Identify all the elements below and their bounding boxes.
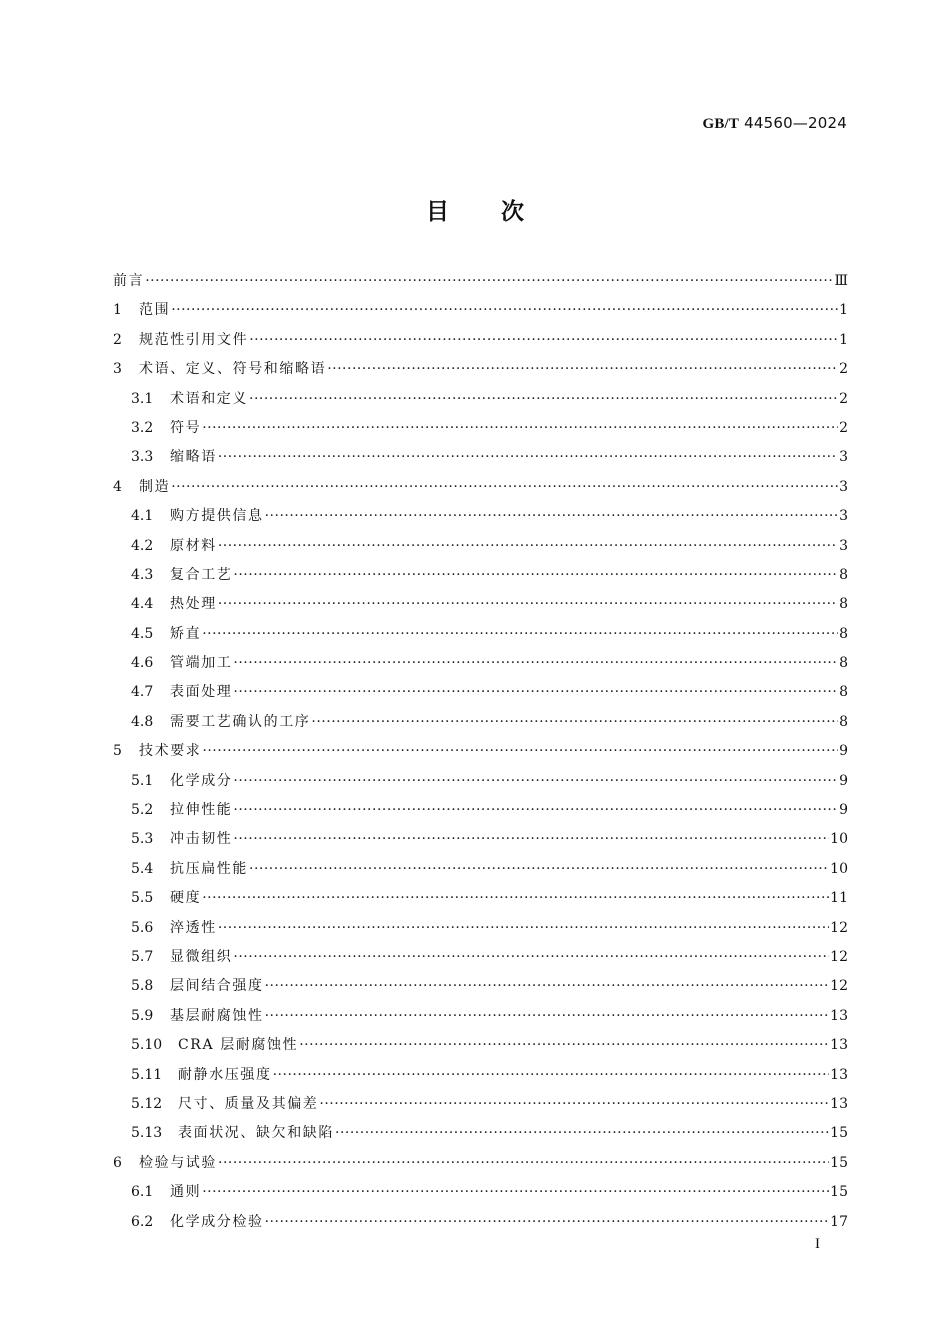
- toc-entry-label: 前言: [113, 273, 145, 289]
- toc-entry-label: 硬度: [170, 890, 202, 907]
- toc-entry-number: 4.2: [131, 537, 154, 554]
- toc-dot-leader: [265, 502, 838, 531]
- toc-entry-number: 5.1: [131, 772, 154, 789]
- toc-entry-label: 化学成分检验: [170, 1213, 264, 1230]
- toc-entry[interactable]: [113, 355, 848, 384]
- toc-entry-page: 11: [830, 890, 848, 907]
- toc-entry-number: 5.7: [131, 948, 154, 965]
- toc-entry-label: 范围: [139, 302, 171, 319]
- toc-entry[interactable]: [113, 914, 848, 943]
- toc-entry-label: 热处理: [170, 596, 217, 613]
- toc-entry-page: 13: [830, 1037, 848, 1054]
- toc-entry-page: 13: [830, 1007, 848, 1024]
- toc-entry-label: 表面处理: [170, 684, 233, 701]
- toc-dot-leader: [218, 1149, 829, 1178]
- toc-entry-label: 化学成分: [170, 772, 233, 789]
- toc-dot-leader: [273, 1061, 830, 1090]
- toc-entry-label: 缩略语: [170, 449, 217, 466]
- toc-entry[interactable]: [113, 708, 848, 737]
- toc-entry-page: 10: [830, 831, 848, 848]
- toc-entry-page: 8: [839, 566, 848, 583]
- toc-entry-number: 5.12: [131, 1095, 163, 1112]
- toc-entry-number: 4.3: [131, 566, 154, 583]
- toc-entry-label: 显微组织: [170, 948, 233, 965]
- toc-entry-page: 2: [839, 419, 848, 436]
- toc-dot-leader: [233, 678, 838, 707]
- toc-dot-leader: [249, 855, 829, 884]
- toc-dot-leader: [202, 620, 838, 649]
- toc-entry[interactable]: [113, 796, 848, 825]
- toc-dot-leader: [202, 737, 838, 766]
- toc-entry-label: 淬透性: [170, 919, 217, 936]
- toc-entry-page: 10: [830, 860, 848, 877]
- toc-dot-leader: [202, 1178, 829, 1207]
- toc-entry-page: 8: [839, 596, 848, 613]
- toc-entry-label: 术语和定义: [170, 390, 248, 407]
- toc-entry-label: 尺寸、质量及其偏差: [178, 1095, 319, 1112]
- standard-prefix: GB/T: [702, 116, 740, 132]
- toc-entry-page: 12: [830, 948, 848, 965]
- toc-entry[interactable]: [113, 385, 848, 414]
- toc-entry-number: 5.5: [131, 890, 154, 907]
- toc-entry-number: 5.9: [131, 1007, 154, 1024]
- toc-entry-number: 6: [113, 1154, 122, 1171]
- toc-entry-page: 9: [839, 802, 848, 819]
- toc-entry[interactable]: [113, 649, 848, 678]
- toc-dot-leader: [249, 385, 838, 414]
- toc-entry-label: 需要工艺确认的工序: [170, 713, 311, 730]
- toc-entry-number: 1: [113, 302, 122, 319]
- table-of-contents: [113, 267, 848, 1237]
- toc-entry-label: 符号: [170, 419, 202, 436]
- toc-entry[interactable]: [113, 590, 848, 619]
- toc-entry-number: 4.7: [131, 684, 154, 701]
- toc-entry-label: 表面状况、缺欠和缺陷: [178, 1125, 334, 1142]
- toc-entry-number: 5.4: [131, 860, 154, 877]
- toc-entry[interactable]: [113, 1031, 848, 1060]
- toc-entry[interactable]: [113, 296, 848, 325]
- toc-entry-page: 2: [839, 361, 848, 378]
- toc-entry-number: 5.8: [131, 978, 154, 995]
- toc-entry[interactable]: [113, 943, 848, 972]
- toc-entry-number: 3.2: [131, 419, 154, 436]
- toc-entry-label: 冲击韧性: [170, 831, 233, 848]
- toc-entry-page: 15: [830, 1184, 848, 1201]
- toc-entry[interactable]: [113, 414, 848, 443]
- toc-dot-leader: [311, 708, 838, 737]
- toc-entry[interactable]: [113, 620, 848, 649]
- toc-entry-label: 规范性引用文件: [139, 331, 249, 348]
- page-number: I: [815, 1236, 820, 1252]
- toc-dot-leader: [171, 473, 838, 502]
- toc-entry[interactable]: [113, 678, 848, 707]
- toc-dot-leader: [319, 1090, 829, 1119]
- toc-entry[interactable]: [113, 326, 848, 355]
- toc-entry-label: 基层耐腐蚀性: [170, 1007, 264, 1024]
- toc-entry[interactable]: [113, 1178, 848, 1207]
- toc-entry-page: 12: [830, 919, 848, 936]
- toc-entry-page: 3: [839, 478, 848, 495]
- toc-entry-label: 抗压扁性能: [170, 860, 248, 877]
- standard-code: [702, 114, 847, 133]
- toc-entry-number: 6.1: [131, 1184, 154, 1201]
- toc-dot-leader: [233, 825, 829, 854]
- page-title: 目次: [426, 199, 576, 225]
- toc-entry[interactable]: [113, 561, 848, 590]
- toc-entry-page: 9: [839, 772, 848, 789]
- toc-entry-label: 检验与试验: [139, 1154, 217, 1171]
- toc-entry[interactable]: [113, 884, 848, 913]
- toc-entry[interactable]: [113, 532, 848, 561]
- toc-entry-number: 5.11: [131, 1066, 163, 1083]
- toc-entry[interactable]: [113, 855, 848, 884]
- toc-entry-number: 5.13: [131, 1125, 163, 1142]
- toc-entry-label: CRA 层耐腐蚀性: [178, 1037, 299, 1054]
- toc-entry-page: 8: [839, 713, 848, 730]
- toc-dot-leader: [265, 1002, 830, 1031]
- toc-entry[interactable]: [113, 1149, 848, 1178]
- toc-dot-leader: [218, 532, 838, 561]
- toc-dot-leader: [218, 590, 838, 619]
- toc-entry[interactable]: [113, 1090, 848, 1119]
- toc-entry[interactable]: [113, 825, 848, 854]
- toc-entry-page: 15: [830, 1154, 848, 1171]
- toc-entry-label: 耐静水压强度: [178, 1066, 272, 1083]
- toc-entry-page: 15: [830, 1125, 848, 1142]
- toc-entry-page: 9: [839, 743, 848, 760]
- toc-dot-leader: [233, 943, 829, 972]
- toc-entry[interactable]: [113, 737, 848, 766]
- toc-dot-leader: [233, 796, 838, 825]
- toc-entry[interactable]: [113, 1119, 848, 1148]
- toc-entry-page: 1: [839, 302, 848, 319]
- toc-dot-leader: [233, 649, 838, 678]
- toc-entry[interactable]: [113, 972, 848, 1001]
- toc-dot-leader: [145, 267, 833, 296]
- toc-entry[interactable]: [113, 767, 848, 796]
- toc-entry-number: 5: [113, 743, 122, 760]
- toc-entry-label: 原材料: [170, 537, 217, 554]
- toc-dot-leader: [233, 561, 838, 590]
- toc-entry-page: 1: [839, 331, 848, 348]
- toc-entry-number: 3: [113, 361, 122, 378]
- toc-entry-number: 4.5: [131, 625, 154, 642]
- toc-dot-leader: [202, 414, 838, 443]
- toc-dot-leader: [249, 326, 838, 355]
- standard-number: 44560—2024: [744, 114, 847, 132]
- toc-dot-leader: [265, 1208, 830, 1237]
- toc-entry-page: 17: [830, 1213, 848, 1230]
- toc-dot-leader: [218, 914, 829, 943]
- toc-dot-leader: [202, 884, 829, 913]
- toc-dot-leader: [233, 767, 838, 796]
- toc-entry-number: 5.10: [131, 1037, 163, 1054]
- toc-entry-number: 5.6: [131, 919, 154, 936]
- toc-entry-label: 购方提供信息: [170, 508, 264, 525]
- toc-dot-leader: [299, 1031, 829, 1060]
- toc-entry-number: 3.1: [131, 390, 154, 407]
- toc-entry-page: 3: [839, 537, 848, 554]
- toc-entry-number: 4: [113, 478, 122, 495]
- toc-entry-number: 4.4: [131, 596, 154, 613]
- toc-dot-leader: [335, 1119, 829, 1148]
- toc-entry-number: 5.2: [131, 802, 154, 819]
- toc-entry-label: 术语、定义、符号和缩略语: [139, 361, 327, 378]
- toc-entry-label: 复合工艺: [170, 566, 233, 583]
- toc-dot-leader: [218, 443, 838, 472]
- toc-entry-label: 拉伸性能: [170, 802, 233, 819]
- toc-entry[interactable]: [113, 473, 848, 502]
- toc-entry-number: 6.2: [131, 1213, 154, 1230]
- toc-entry-label: 层间结合强度: [170, 978, 264, 995]
- toc-entry-page: Ⅲ: [834, 273, 848, 289]
- toc-dot-leader: [171, 296, 838, 325]
- toc-entry[interactable]: [113, 1061, 848, 1090]
- toc-entry[interactable]: [113, 502, 848, 531]
- toc-entry[interactable]: [113, 267, 848, 296]
- toc-entry-label: 通则: [170, 1184, 202, 1201]
- toc-entry-label: 技术要求: [139, 743, 202, 760]
- toc-entry-number: 4.8: [131, 713, 154, 730]
- toc-dot-leader: [265, 972, 830, 1001]
- toc-entry-number: 4.1: [131, 508, 154, 525]
- toc-dot-leader: [327, 355, 838, 384]
- toc-entry-page: 2: [839, 390, 848, 407]
- toc-entry-number: 5.3: [131, 831, 154, 848]
- toc-entry-page: 8: [839, 625, 848, 642]
- toc-entry[interactable]: [113, 443, 848, 472]
- toc-entry[interactable]: [113, 1208, 848, 1237]
- toc-entry-number: 4.6: [131, 655, 154, 672]
- toc-entry-label: 管端加工: [170, 655, 233, 672]
- toc-entry-page: 3: [839, 449, 848, 466]
- toc-entry-page: 12: [830, 978, 848, 995]
- toc-entry-label: 矫直: [170, 625, 202, 642]
- toc-entry-number: 2: [113, 331, 122, 348]
- toc-entry-page: 3: [839, 508, 848, 525]
- toc-entry-page: 8: [839, 655, 848, 672]
- toc-entry-page: 13: [830, 1066, 848, 1083]
- toc-entry[interactable]: [113, 1002, 848, 1031]
- toc-entry-number: 3.3: [131, 449, 154, 466]
- toc-entry-page: 8: [839, 684, 848, 701]
- toc-entry-page: 13: [830, 1095, 848, 1112]
- toc-entry-label: 制造: [139, 478, 171, 495]
